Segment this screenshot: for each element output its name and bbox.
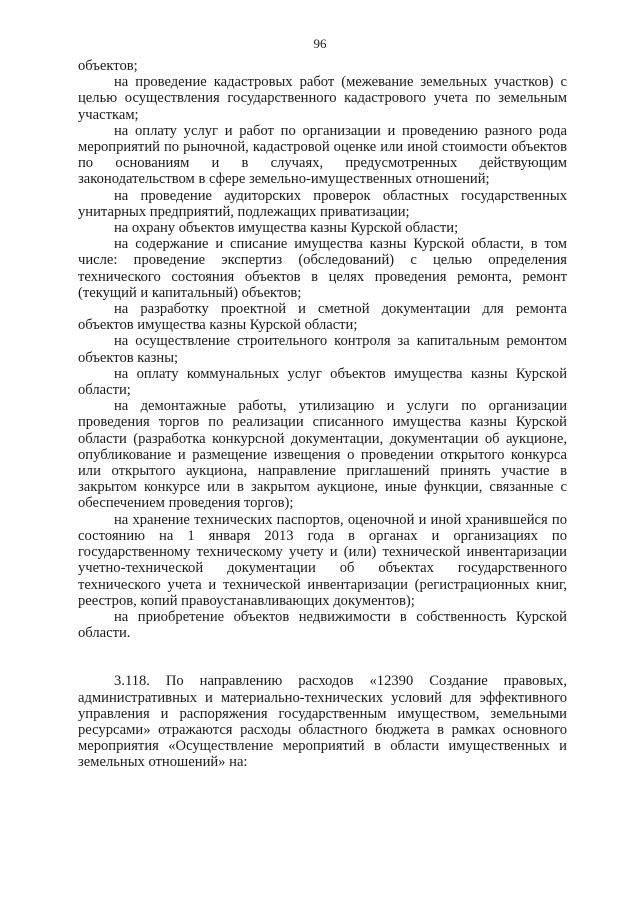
page-number: 96 (313, 36, 327, 51)
paragraph-continuation: объектов; (78, 58, 138, 74)
list-item: на содержание и списание имущества казны Курской области, в том числе: проведение экспертиз (обследований) с целью определения технического состояния объектов в целях проведения ремонта, ремонт (текущий и капитальный) объектов; (78, 236, 567, 301)
list-item: на проведение кадастровых работ (межевание земельных участков) с целью осуществления государственного кадастрового учета по земельным участкам; (78, 74, 567, 123)
list-item: на хранение технических паспортов, оценочной и иной хранившейся по состоянию на 1 января 2013 года в органах и организациях по государственному техническому учету и (или) технической инвентаризации учетно-технической документации об объектах государственного технического учета и технической инвентаризации (регистрационных книг, реестров, копий правоустанавливающих документов); (78, 511, 567, 609)
list-item: на осуществление строительного контроля за капитальным ремонтом объектов казны; (78, 333, 567, 366)
list-item: на разработку проектной и сметной документации для ремонта объектов имущества казны Курской области; (78, 301, 567, 334)
document-body (78, 58, 567, 771)
list-item: на демонтажные работы, утилизацию и услуги по организации проведения торгов по реализации списанного имущества казны Курской области (разработка конкурсной документации, документации об аукционе, опубликование и размещение извещения о проведении открытого конкурса или открытого аукциона, направление приглашений принять участие в закрытом конкурсе или в закрытом аукционе, иные функции, связанные с обеспечением проведения торгов); (78, 398, 567, 512)
list-item: на приобретение объектов недвижимости в собственность Курской области. (78, 608, 567, 642)
list-item: на оплату коммунальных услуг объектов имущества казны Курской области; (78, 365, 567, 399)
section-paragraph: 3.118. По направлению расходов «12390 Создание правовых, административных и материально-технических условий для эффективного управления и распоряжения государственным имуществом, земельными ресурсами» отражаются расходы областного бюджета в рамках основного мероприятия «Осуществление мероприятий в области имущественных и земельных отношений» на: (78, 673, 567, 771)
list-item: на проведение аудиторских проверок областных государственных унитарных предприятий, подлежащих приватизации; (78, 187, 567, 220)
list-item: на охрану объектов имущества казны Курской области; (114, 220, 459, 237)
list-item: на оплату услуг и работ по организации и проведению разного рода мероприятий по рыночной, кадастровой оценке или иной стоимости объектов по основаниям и в случаях, предусмотренных действующим законодательством в сфере земельно-имущественных отношений; (78, 122, 567, 188)
